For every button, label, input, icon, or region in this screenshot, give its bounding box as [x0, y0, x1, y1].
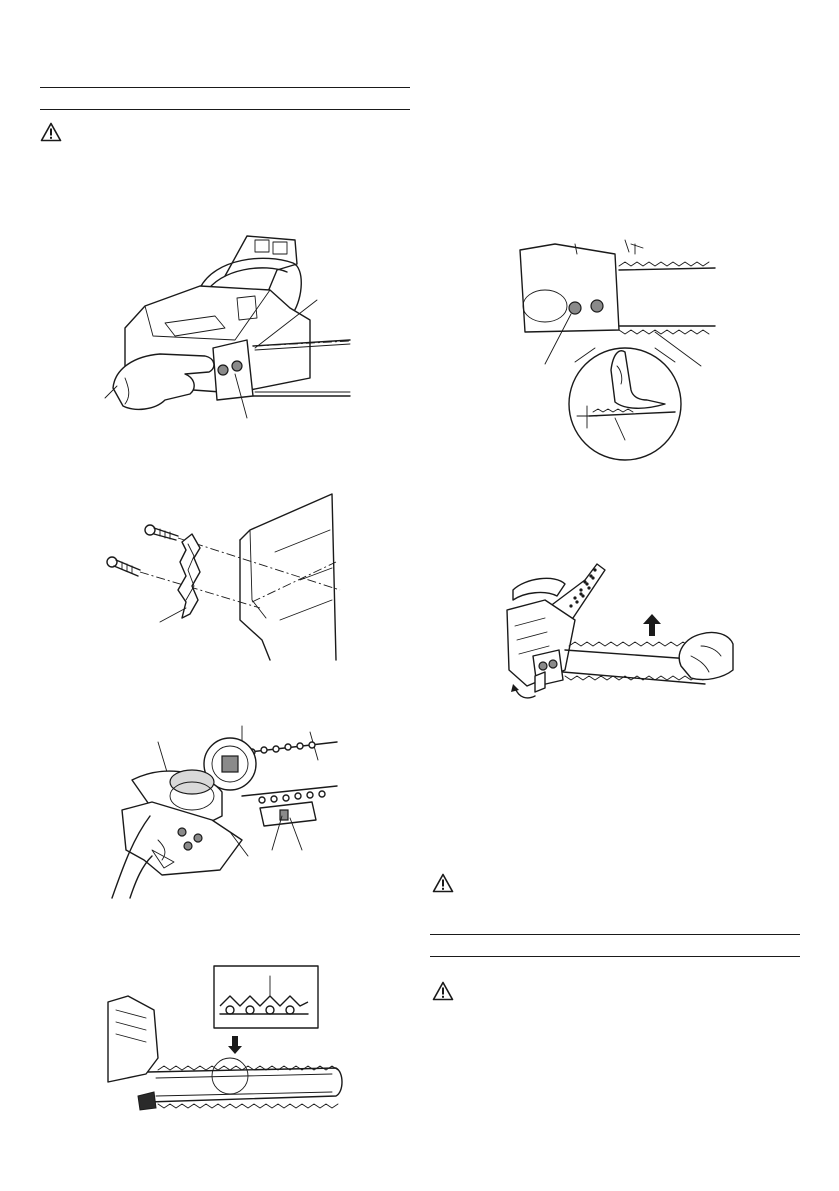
lift-chain-bottom — [565, 676, 703, 680]
left-section-rule-top — [40, 87, 410, 88]
chain-direction-illustration — [108, 966, 342, 1110]
sprocket-assembly-illustration — [112, 726, 337, 898]
figure-loosen-sprocket-cover-nuts — [105, 228, 355, 433]
chainsaw-body-illustration — [105, 236, 350, 418]
figure-chain-tension-detail — [515, 240, 715, 465]
bolt-lower — [107, 557, 140, 576]
figure-chain-catcher-bolts — [100, 490, 340, 660]
tension-chain-bottom — [619, 330, 709, 334]
right-section-rule-top — [430, 934, 800, 935]
chain-catcher-exploded-view — [107, 494, 340, 660]
warning-triangle-icon — [432, 981, 454, 1001]
lift-chain-top — [569, 642, 701, 646]
tension-chain-top — [619, 262, 709, 266]
figure-sprocket-chain-assembly — [112, 720, 342, 900]
figure-chain-direction-check — [108, 962, 348, 1112]
figure-lift-bar-tighten-nuts — [505, 560, 735, 705]
warning-triangle-icon — [432, 873, 454, 893]
right-section-rule-bottom — [430, 956, 800, 957]
tighten-chain-illustration — [507, 564, 733, 698]
chain-tension-illustration — [520, 240, 715, 460]
bolt-upper — [145, 525, 178, 540]
warning-triangle-icon — [40, 122, 62, 142]
left-section-rule-bottom — [40, 109, 410, 110]
arrow-up-icon — [643, 614, 661, 636]
